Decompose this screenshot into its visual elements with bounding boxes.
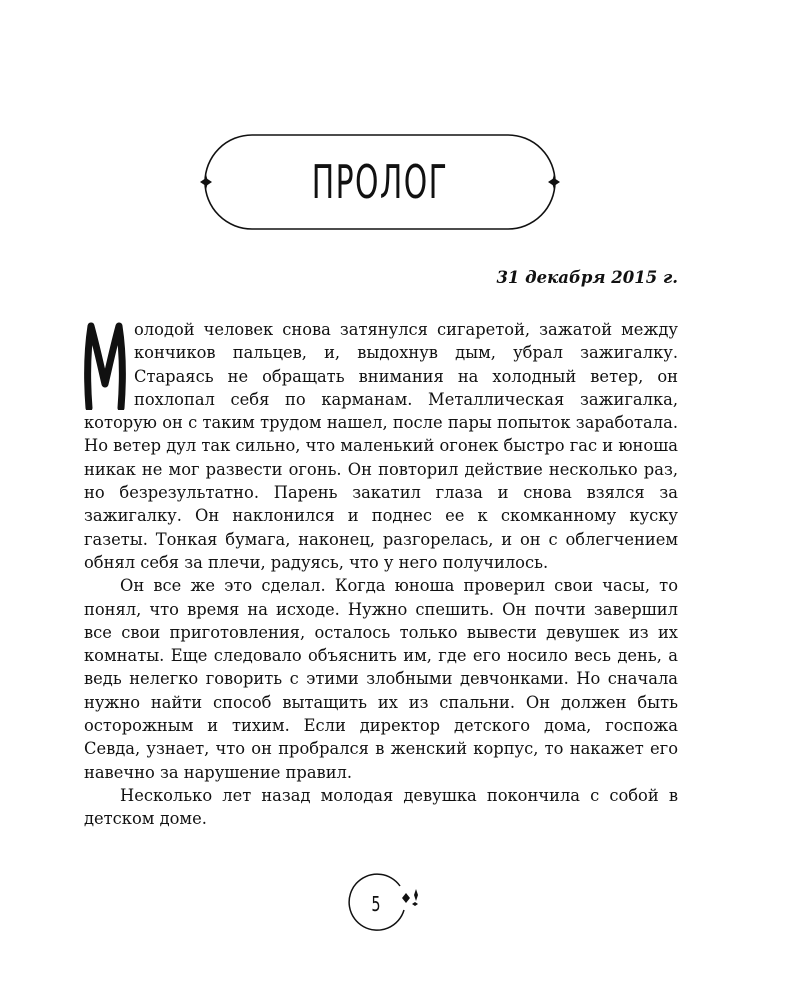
dropcap-glyph: [84, 322, 126, 410]
page-number: 5: [371, 892, 381, 916]
chapter-body: [84, 318, 678, 831]
paragraph-3: Несколько лет назад молодая девушка покончила с собой в детском доме.: [84, 785, 678, 829]
paragraph-1-text: олодой человек снова затянулся сигаретой, зажатой между кончиков пальцев, и, выдохнув дым, убрал зажигалку. Стараясь не обращать внимания на холодный ветер, он похлопал себя по карманам. Металлическая зажигалка, которую он с таким трудом нашел, после пары попыток заработала. Но ветер дул так сильно, что маленький огонек быстро гас и юноша никак не мог развести огонь. Он повторил действие несколько раз, но безрезультатно. Парень закатил глаза и снова взялся за зажигалку. Он наклонился и поднес ее к скомканному куску газеты. Тонкая бумага, наконец, разгорелась, и он с облегчением обнял себя за плечи, радуясь, что у него получилось.: [84, 320, 678, 572]
paragraph-1: [84, 318, 678, 574]
dropcap-letter: [84, 322, 126, 410]
page-number-ornament: [340, 868, 430, 940]
chapter-date: 31 декабря 2015 г.: [496, 268, 678, 287]
paragraph-2: Он все же это сделал. Когда юноша проверил свои часы, то понял, что время на исходе. Нужно спешить. Он почти завершил все свои приготовления, осталось только вывести девушек из их комнаты. Еще следовало объяснить им, где его носило весь день, а ведь нелегко говорить с этими злобными девчонками. Но сначала нужно найти способ вытащить их из спальни. Он должен быть осторожным и тихим. Если директор детского дома, госпожа Севда, узнает, что он пробрался в женский корпус, то накажет его навечно за нарушение правил.: [84, 576, 678, 782]
chapter-header: [200, 132, 560, 232]
chapter-title: ПРОЛОГ: [311, 155, 449, 209]
